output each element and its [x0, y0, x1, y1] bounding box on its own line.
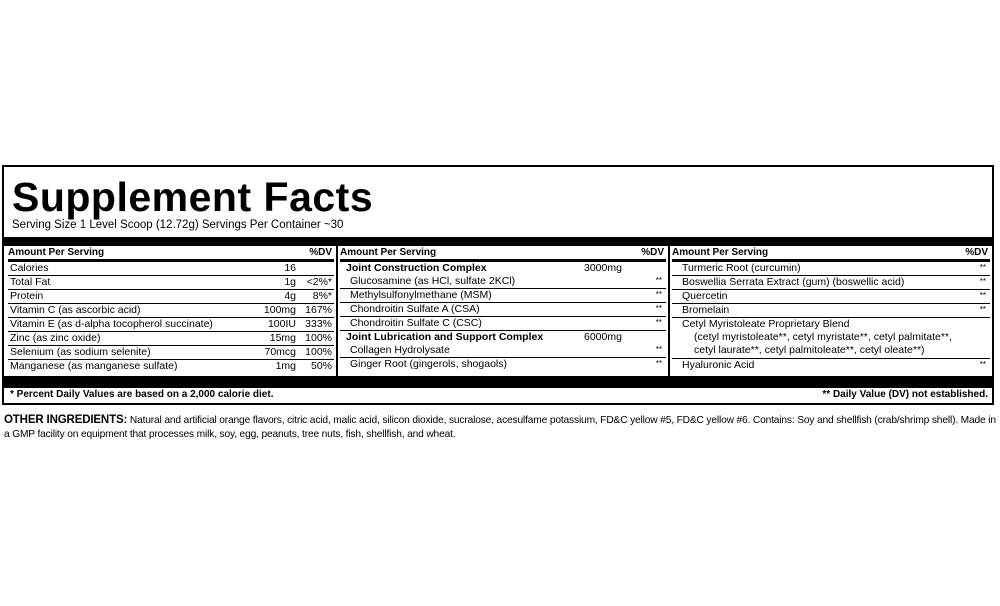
- footnote-percent-dv: * Percent Daily Values are based on a 2,000 calorie diet.: [10, 389, 274, 400]
- dv-not-established-mark: **: [655, 345, 662, 354]
- amount-per-serving-label: Amount Per Serving: [340, 247, 437, 258]
- nutrient-amount: 1mg: [275, 360, 296, 372]
- nutrient-amount: 1g: [284, 276, 296, 288]
- ingredient-row: [340, 303, 666, 317]
- nutrient-row: [8, 262, 334, 276]
- nutrient-row: [8, 360, 334, 373]
- ingredient-row: [672, 262, 990, 276]
- other-ingredients: [4, 413, 998, 442]
- ingredient-row: [340, 275, 666, 289]
- dv-label: %DV: [641, 247, 664, 258]
- ingredient-name: Turmeric Root (curcumin): [682, 262, 801, 274]
- nutrient-name: Total Fat: [10, 276, 51, 288]
- amount-per-serving-label: Amount Per Serving: [672, 247, 769, 258]
- nutrient-dv: 8%*: [312, 290, 332, 302]
- nutrient-amount: 16: [284, 262, 296, 274]
- nutrient-dv: <2%*: [306, 276, 332, 288]
- column-header: [8, 246, 334, 259]
- nutrient-name: Selenium (as sodium selenite): [10, 346, 151, 358]
- ingredient-row: Hyaluronic Acid **: [682, 359, 986, 371]
- ingredient-name: Glucosamine (as HCl, sulfate 2KCl): [350, 275, 516, 287]
- ingredient-row: [340, 317, 666, 331]
- dv-not-established-mark: **: [655, 276, 662, 285]
- nutrient-dv: 333%: [305, 318, 332, 330]
- amount-per-serving-label: Amount Per Serving: [8, 247, 105, 258]
- nutrient-amount: 15mg: [269, 332, 296, 344]
- complex-heading: Joint Lubrication and Support Complex 6000mg: [346, 331, 622, 343]
- dv-label: %DV: [309, 247, 332, 258]
- ingredient-name: Ginger Root (gingerols, shogaols): [350, 358, 507, 370]
- ingredient-name: Chondroitin Sulfate C (CSC): [350, 317, 482, 329]
- footnote-dv-not-established: ** Daily Value (DV) not established.: [822, 389, 988, 400]
- dv-not-established-mark: **: [979, 263, 986, 272]
- nutrient-dv: 100%: [305, 346, 332, 358]
- dv-not-established-mark: **: [979, 305, 986, 314]
- column-header: [340, 246, 666, 259]
- footer-bar: [4, 376, 992, 388]
- nutrient-row: [8, 346, 334, 360]
- ingredient-name: Bromelain: [682, 304, 730, 316]
- dv-label: %DV: [965, 247, 988, 258]
- ingredient-row: [340, 358, 666, 371]
- serving-info: Serving Size 1 Level Scoop (12.72g) Servings Per Container ~30: [12, 219, 344, 231]
- nutrient-column-3: [672, 246, 990, 376]
- nutrient-row: [8, 290, 334, 304]
- nutrient-name: Manganese (as manganese sulfate): [10, 360, 178, 372]
- nutrient-amount: 100IU: [267, 318, 296, 330]
- nutrient-column-1: [8, 246, 334, 376]
- nutrient-name: Vitamin E (as d-alpha tocopherol succinate): [10, 318, 213, 330]
- nutrient-name: Vitamin C (as ascorbic acid): [10, 304, 141, 316]
- ingredient-name: Quercetin: [682, 290, 728, 302]
- nutrient-name: Calories: [10, 262, 49, 274]
- dv-not-established-mark: **: [655, 290, 662, 299]
- nutrient-row: [8, 332, 334, 346]
- panel-title: Supplement Facts: [12, 174, 374, 220]
- ingredient-row: [672, 276, 990, 290]
- other-ingredients-text: Natural and artificial orange flavors, citric acid, malic acid, silicon dioxide, sucralose, acesulfame potassium, FD&C yellow #5, FD&C yellow #6. Contains: Soy and shellfish (crab/shrimp shell). Made in a GMP facility on equipment that processes milk, soy, egg, peanuts, tree nuts, fish, shellfish, and wheat.: [4, 415, 996, 440]
- nutrient-column-2: [340, 246, 666, 376]
- nutrient-amount: 70mcg: [264, 346, 296, 358]
- ingredient-row: [672, 290, 990, 304]
- nutrient-row: [8, 276, 334, 290]
- ingredient-name: Boswellia Serrata Extract (gum) (boswellic acid): [682, 276, 905, 288]
- ingredient-row: [340, 289, 666, 303]
- column-header: [672, 246, 990, 259]
- ingredient-name: Chondroitin Sulfate A (CSA): [350, 303, 480, 315]
- nutrient-name: Protein: [10, 290, 44, 302]
- proprietary-blend: Cetyl Myristoleate Proprietary Blend (cetyl myristoleate**, cetyl myristate**, cetyl palmitate**, cetyl laurate**, cetyl palmitoleate**, cetyl oleate**): [672, 318, 990, 359]
- complex-heading: Joint Construction Complex 3000mg: [346, 262, 622, 274]
- nutrient-name: Zinc (as zinc oxide): [10, 332, 101, 344]
- thick-divider: [4, 237, 992, 246]
- nutrient-amount: 100mg: [263, 304, 296, 316]
- dv-not-established-mark: **: [979, 277, 986, 286]
- dv-not-established-mark: **: [655, 318, 662, 327]
- nutrient-amount: 4g: [284, 290, 296, 302]
- dv-not-established-mark: **: [655, 359, 662, 368]
- nutrient-row: [8, 318, 334, 332]
- dv-not-established-mark: **: [655, 304, 662, 313]
- ingredient-row: [340, 344, 666, 358]
- ingredient-name: Methylsulfonylmethane (MSM): [350, 289, 492, 301]
- nutrient-dv: 167%: [305, 304, 332, 316]
- ingredient-name: Collagen Hydrolysate: [350, 344, 450, 356]
- ingredient-row: [672, 304, 990, 318]
- nutrient-row: [8, 304, 334, 318]
- dv-not-established-mark: **: [979, 291, 986, 300]
- nutrient-dv: 50%: [310, 360, 332, 372]
- other-ingredients-label: OTHER INGREDIENTS:: [4, 414, 128, 426]
- nutrient-dv: 100%: [305, 332, 332, 344]
- supplement-facts-panel: [2, 165, 994, 405]
